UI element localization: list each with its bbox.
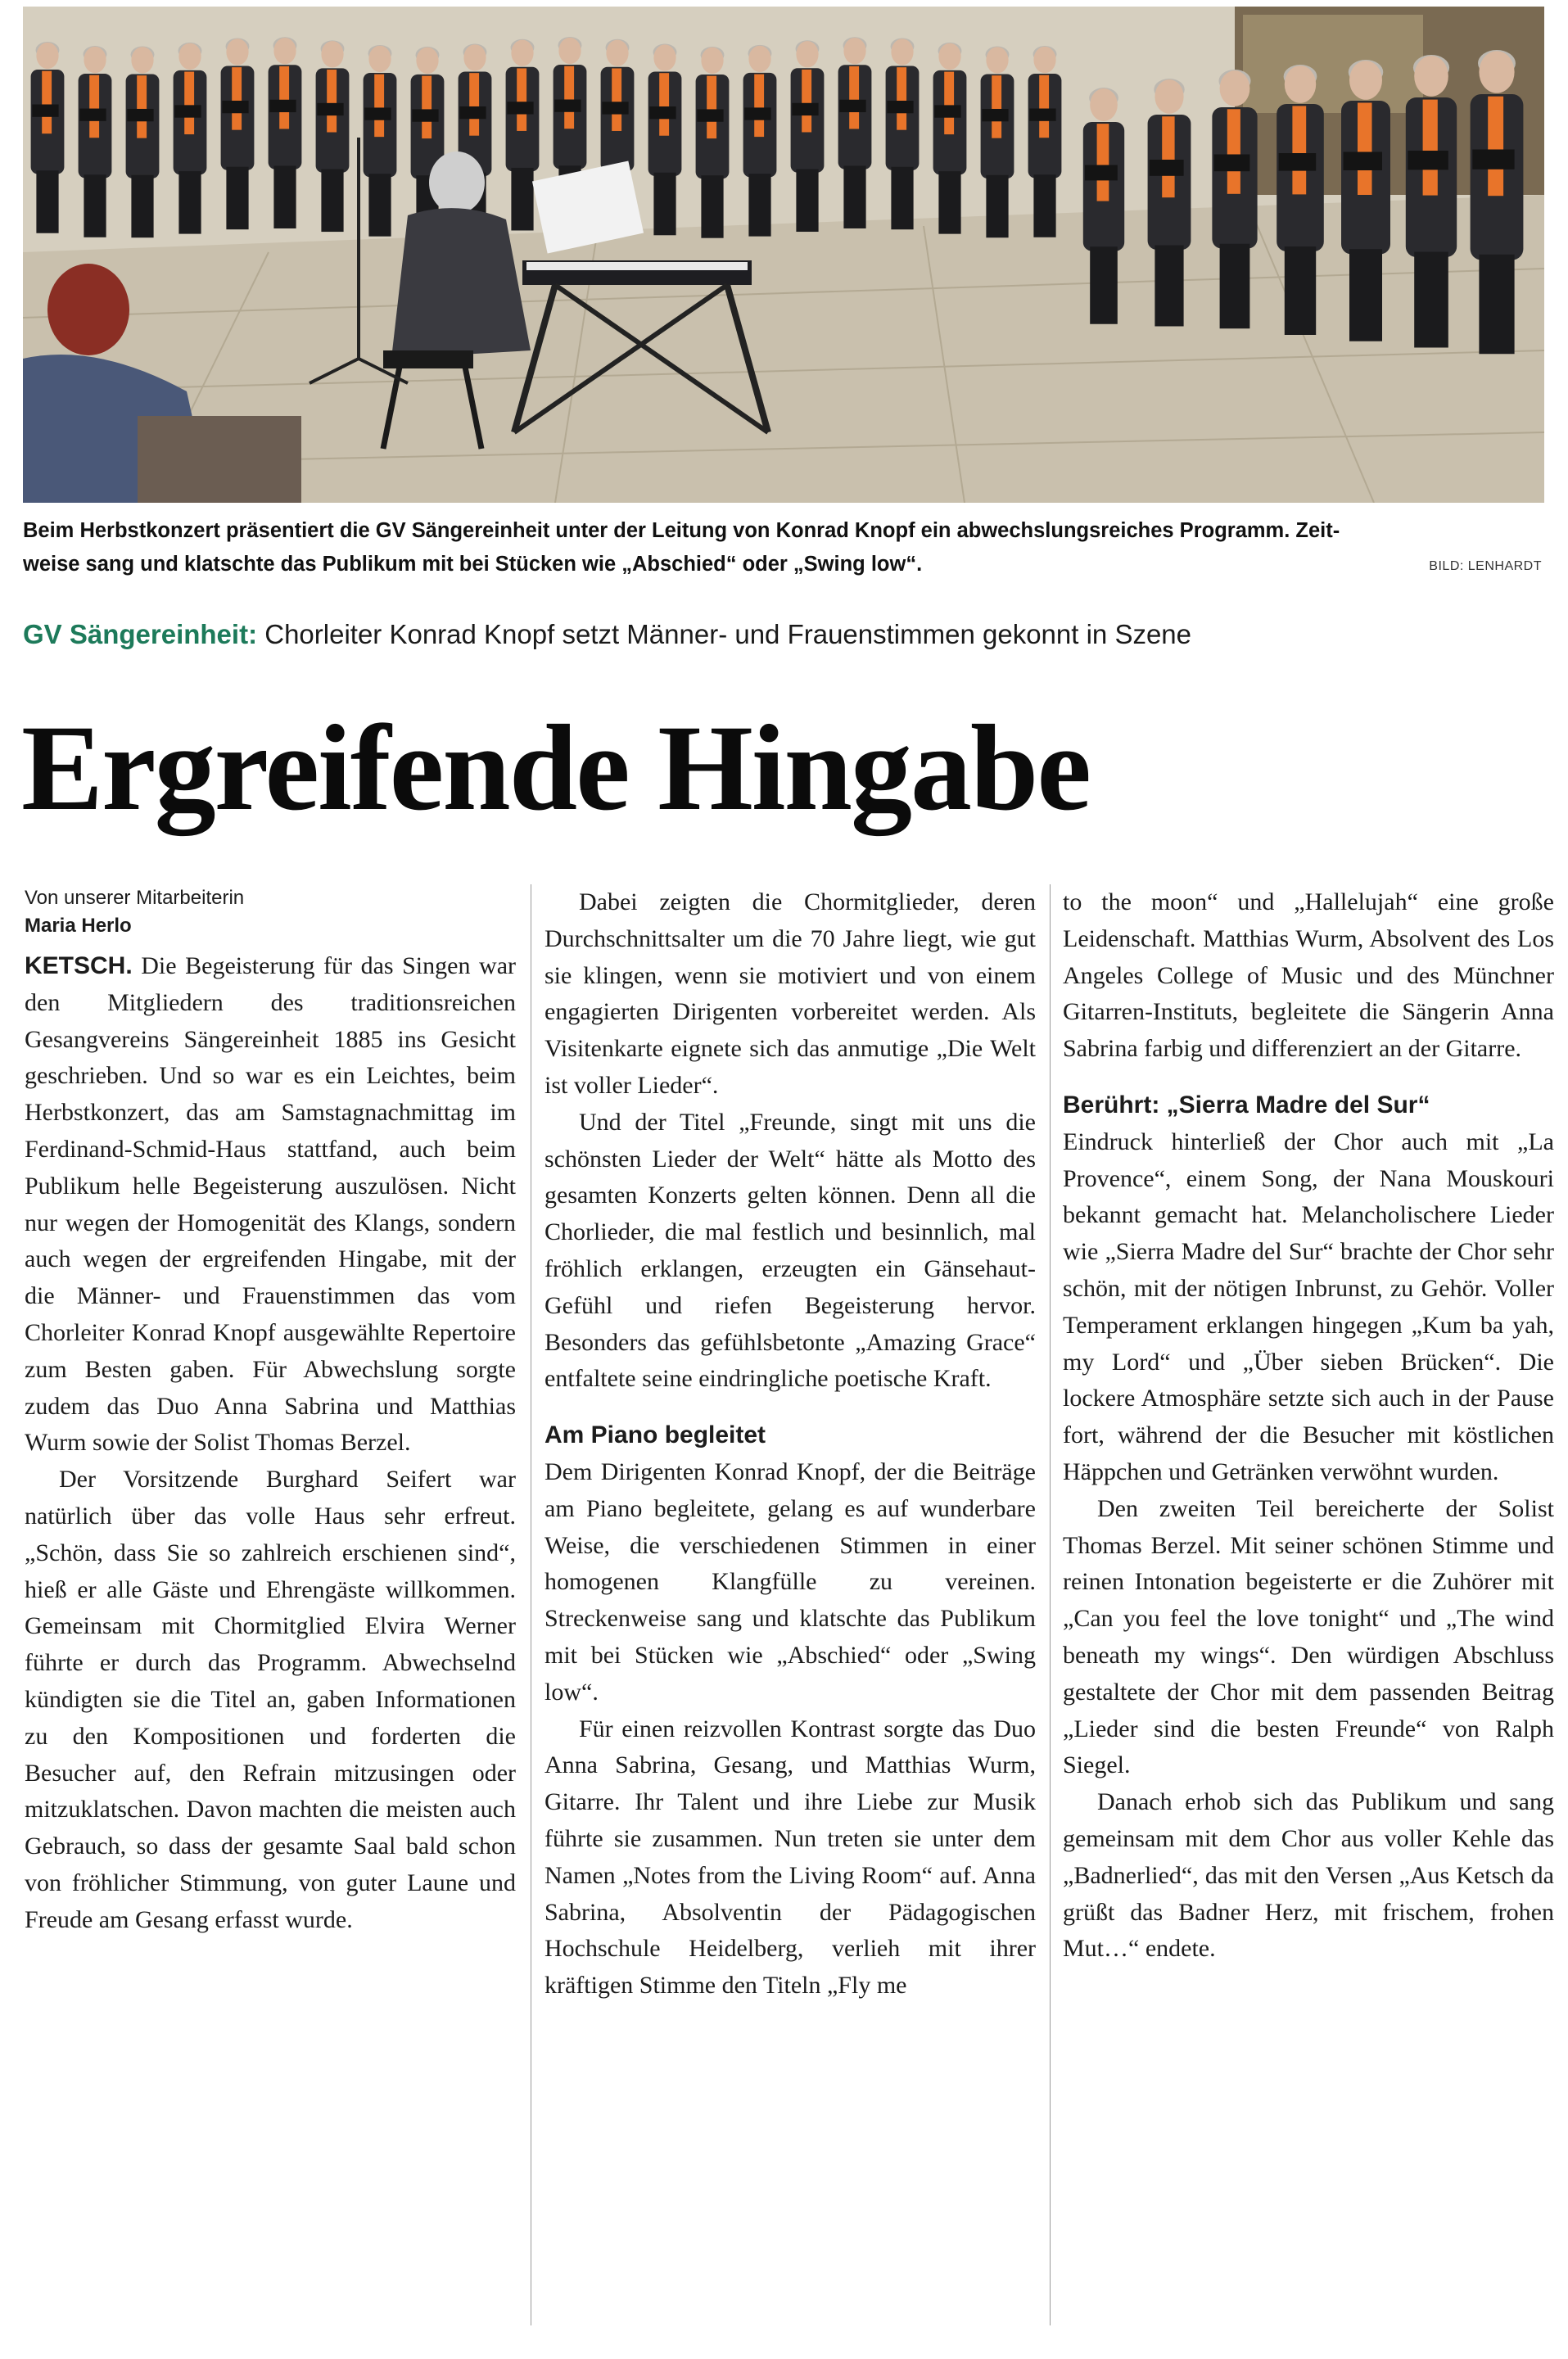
subheading-piano: Am Piano begleitet <box>545 1421 766 1449</box>
paragraph: Danach erhob sich das Publikum und sang gemeinsam mit dem Chor aus voller Kehle das „Badnerlied“, das mit den Versen „Aus Ketsch da grüßt das Badner Herz, mit frischem, frohen Mut…“ endete. <box>1063 1788 1554 1963</box>
paragraph: Und der Titel „Freunde, singt mit uns die schönsten Lieder der Welt“ hätte als Motto des gesamten Konzerts gelten können. Denn all die Chorlieder, die mal festlich und besinnlich, mal fröhlich erklangen, erzeugten ein Gänsehaut-Gefühl und riefen Begeisterung hervor. Besonders das gefühlsbetonte „Amazing Grace“ entfaltete seine eindringliche poetische Kraft. <box>545 1108 1036 1393</box>
caption-line-1: Beim Herbstkonzert präsentiert die GV Sängereinheit unter der Leitung von Konrad Knopf ein abwechslungsreiches Programm. Zeit- <box>23 519 1340 542</box>
paragraph <box>25 948 516 1462</box>
byline-author: Maria Herlo <box>25 915 132 937</box>
subheading-sierra: Berührt: „Sierra Madre del Sur“ <box>1063 1091 1430 1118</box>
photo-caption <box>23 514 1544 581</box>
article-column-2 <box>545 884 1036 2004</box>
kicker <box>23 619 1191 650</box>
paragraph: Für einen reizvollen Kontrast sorgte das Duo Anna Sabrina, Gesang, und Matthias Wurm, Gitarre. Ihr Talent und ihre Liebe zur Musik führte sie zusammen. Nun treten sie unter dem Namen „Notes from the Living Room“ auf. Anna Sabrina, Absolventin der Pädagogischen Hochschule Heidelberg, verlieh mit ihrer kräftigen Stimme den Titeln „Fly me <box>545 1715 1036 2000</box>
paragraph: Der Vorsitzende Burghard Seifert war natürlich über das volle Haus sehr erfreut. „Schön, dass Sie so zahlreich erschienen sind“, hieß er alle Gäste und Ehrengäste willkommen. Gemeinsam mit Chormitglied Elvira Werner führte er durch das Programm. Abwechselnd kündigten sie die Titel an, gaben Informationen zu den Kompositionen und forderten die Besucher auf, den Refrain mitzusingen oder mitzuklatschen. Davon machten die meisten auch Gebrauch, so dass der gesamte Saal bald schon von fröhlicher Stimmung, von guter Laune und Freude am Gesang erfasst wurde. <box>25 1466 516 1933</box>
paragraph-text: Die Begeisterung für das Singen war den Mitgliedern des traditionsreichen Gesangvereins Sängereinheit 1885 ins Gesicht geschrieben. Und so war es ein Leichtes, beim Herbstkonzert, das am Samstagnachmittag im Ferdinand-Schmid-Haus stattfand, auch beim Publikum helle Begeisterung auszulösen. Nicht nur wegen der Homogenität des Klangs, sondern auch wegen der ergreifenden Hingabe, mit der die Männer- und Frauenstimmen das vom Chorleiter Konrad Knopf ausgewählte Repertoire zum Besten gaben. Für Abwechslung sorgte zudem das Duo Anna Sabrina und Matthias Wurm sowie der Solist Thomas Berzel. <box>25 952 516 1457</box>
paragraph: Den zweiten Teil bereicherte der Solist Thomas Berzel. Mit seiner schönen Stimme und reinen Intonation begeisterte er die Zuhörer mit „Can you feel the love tonight“ und „The wind beneath my wings“. Den würdigen Abschluss gestaltete der Chor mit dem passenden Beitrag „Lieder sind die besten Freunde“ von Ralph Siegel. <box>1063 1494 1554 1779</box>
byline <box>25 884 516 940</box>
byline-line: Von unserer Mitarbeiterin <box>25 887 245 909</box>
headline: Ergreifende Hingabe <box>21 700 1090 836</box>
article-column-1 <box>25 884 516 1939</box>
kicker-label: GV Sängereinheit: <box>23 619 258 649</box>
dateline: KETSCH. <box>25 952 133 979</box>
paragraph: to the moon“ und „Hallelujah“ eine große Leidenschaft. Matthias Wurm, Absolvent des Los Angeles College of Music und des Münchner Gitarren-Instituts, begleitete die Sängerin Anna Sabrina farbig und differenziert an der Gitarre. <box>1063 888 1554 1063</box>
column-rule <box>1050 884 1051 2325</box>
choir-photo <box>23 7 1544 503</box>
paragraph: Eindruck hinterließ der Chor auch mit „La Provence“, einem Song, der Nana Mouskouri bekannt gemacht hat. Melancholischere Lieder wie „Sierra Madre del Sur“ brachte der Chor sehr schön, mit der nötigen Inbrunst, zu Gehör. Voller Temperament erklangen hingegen „Kum ba yah, my Lord“ und „Über sieben Brücken“. Die lockere Atmosphäre setzte sich auch in der Pause fort, während der die Besucher mit köstlichen Häppchen und Getränken verwöhnt wurden. <box>1063 1128 1554 1485</box>
photo-credit: BILD: LENHARDT <box>1429 559 1542 573</box>
paragraph: Dabei zeigten die Chormitglieder, deren Durchschnittsalter um die 70 Jahre liegt, wie gut sie klingen, wenn sie motiviert und von einem engagierten Dirigenten vorbereitet werden. Als Visitenkarte eignete sich das anmutige „Die Welt ist voller Lieder“. <box>545 888 1036 1099</box>
choir-photo-illustration <box>23 7 1544 503</box>
caption-line-2: weise sang und klatschte das Publikum mit bei Stücken wie „Abschied“ oder „Swing low“. <box>23 553 923 576</box>
kicker-text: Chorleiter Konrad Knopf setzt Männer- und Frauenstimmen gekonnt in Szene <box>264 619 1192 649</box>
article-column-3 <box>1063 884 1554 1968</box>
paragraph: Dem Dirigenten Konrad Knopf, der die Beiträge am Piano begleitete, gelang es auf wunderbare Weise, die verschiedenen Stimmen in einer homogenen Klangfülle zu vereinen. Streckenweise sang und klatschte das Publikum mit bei Stücken wie „Abschied“ oder „Swing low“. <box>545 1457 1036 1706</box>
